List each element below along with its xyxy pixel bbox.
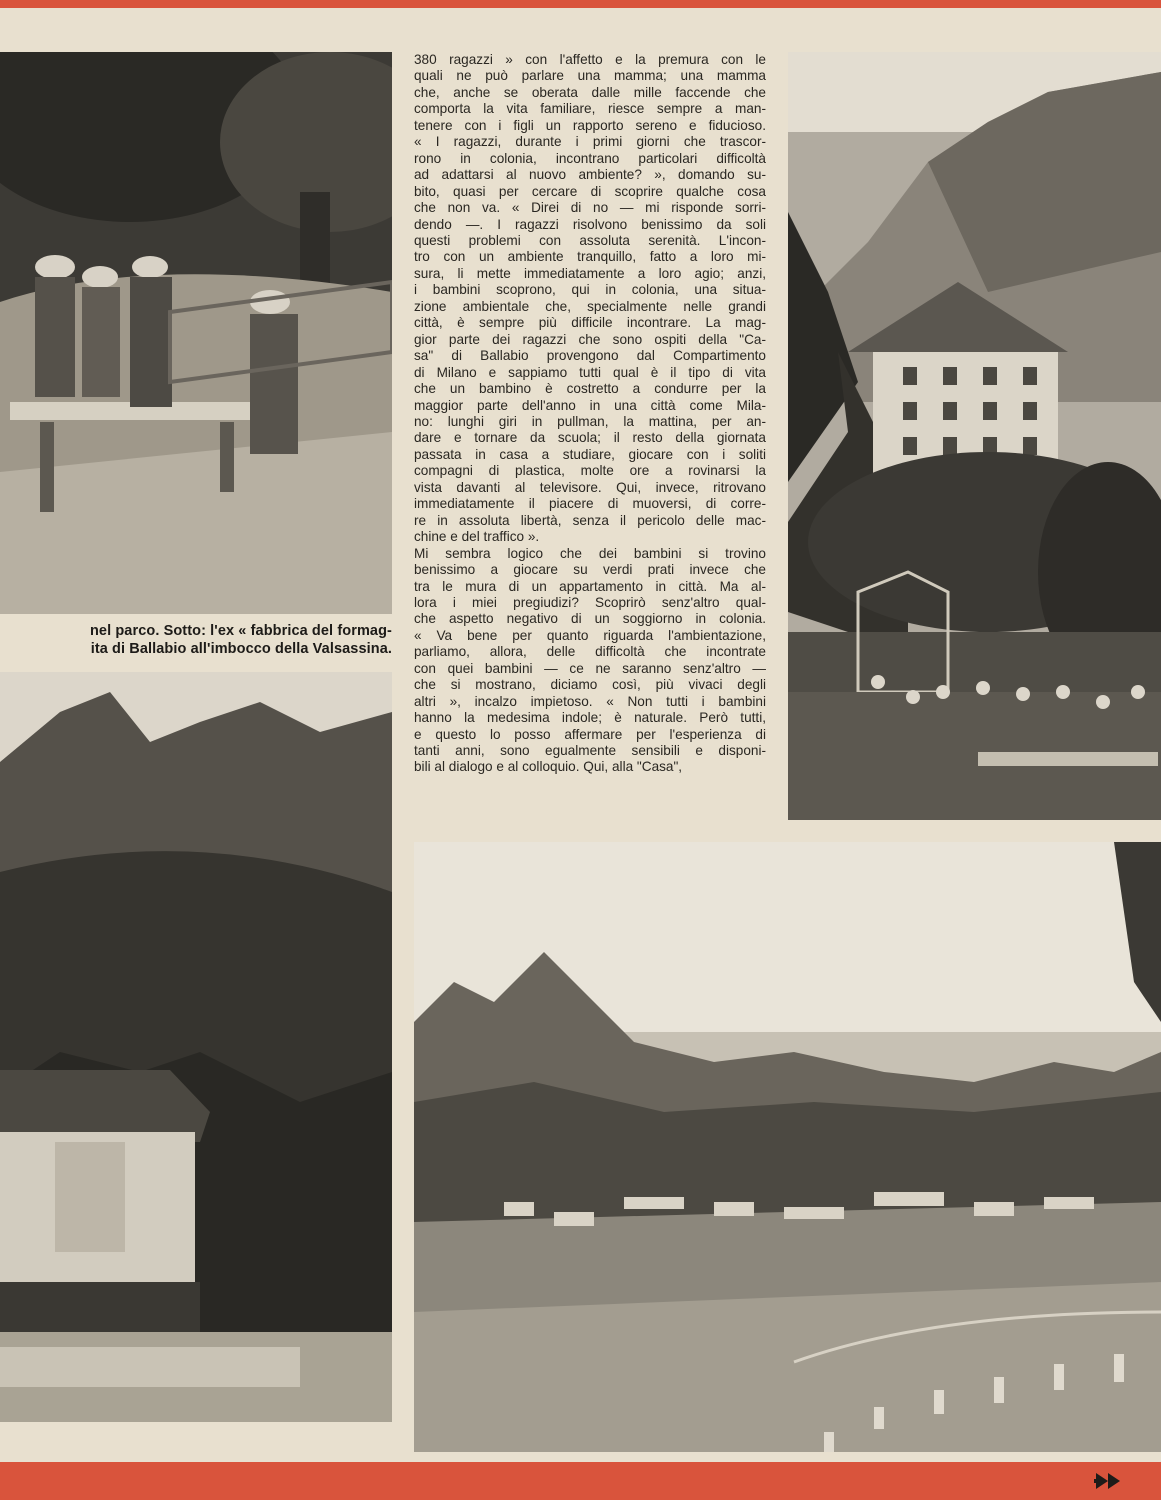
article-line: parliamo, allora, delle difficoltà che incontrate <box>414 644 766 660</box>
article-line: vista davanti al televisore. Qui, invece, ritrovano <box>414 479 766 495</box>
double-chevron-right-icon <box>1094 1470 1134 1492</box>
article-line: maggior parte dell'anno in una città come Mila- <box>414 397 766 413</box>
article-line: re in assoluta libertà, senza il pericolo delle mac- <box>414 512 766 528</box>
article-line: questi problemi con assoluta serenità. L'incon- <box>414 232 766 248</box>
photo-valley-panorama <box>414 842 1161 1452</box>
article-line: tra le mura di un appartamento in città. Ma al- <box>414 578 766 594</box>
article-line: che si mostrano, diciamo così, più vivaci degli <box>414 677 766 693</box>
article-line: no: lunghi giri in pullman, la mattina, per an- <box>414 413 766 429</box>
article-line: benissimo a giocare su verdi prati invece che <box>414 562 766 578</box>
article-line: lora i miei pregiudizi? Scoprirò senz'altro qual- <box>414 594 766 610</box>
article-line: tanti anni, sono egualmente sensibili e disponi- <box>414 743 766 759</box>
article-text <box>414 52 766 776</box>
article-line: sura, li mette immediatamente a loro agio; anzi, <box>414 265 766 281</box>
article-line: con quei bambini — ce ne saranno senz'altro — <box>414 660 766 676</box>
photo-former-factory <box>0 672 392 1422</box>
article-line: tro con un ambiente tranquillo, fatto a loro mi- <box>414 249 766 265</box>
article-line: e questo lo posso affermare per l'esperienza di <box>414 726 766 742</box>
article-line: che aspetto negativo di un soggiorno in colonia. <box>414 611 766 627</box>
article-line: dare e tornare da scuola; il resto della giornata <box>414 430 766 446</box>
article-line: ad adattarsi al nuovo ambiente? », domando su- <box>414 167 766 183</box>
article-line: « I ragazzi, durante i primi giorni che trascor- <box>414 134 766 150</box>
article-line: che un bambino è costretto a condurre per la <box>414 381 766 397</box>
photo-colony-building <box>788 52 1161 820</box>
article-line: altri », incalzo impietoso. « Non tutti i bambini <box>414 693 766 709</box>
article-line: dendo —. I ragazzi risolvono benissimo da soli <box>414 216 766 232</box>
article-line: compagni di plastica, molte ore a rovinarsi la <box>414 463 766 479</box>
article-line: comporta la vita familiare, riesce sempre a man- <box>414 101 766 117</box>
article-line: hanno la medesima indole; è naturale. Però tutti, <box>414 710 766 726</box>
article-line: Mi sembra logico che dei bambini si trovino <box>414 545 766 561</box>
article-line: sa" di Ballabio provengono dal Compartimento <box>414 348 766 364</box>
article-line: tenere con i figli un rapporto sereno e fiducioso. <box>414 117 766 133</box>
article-line: bili al dialogo e al colloquio. Qui, alla "Casa", <box>414 759 683 775</box>
article-line: « Va bene per quanto riguarda l'ambientazione, <box>414 627 766 643</box>
photo-caption <box>0 622 392 658</box>
caption-line: ita di Ballabio all'imbocco della Valsassina. <box>90 641 392 657</box>
article-line: che non va. « Direi di no — mi risponde sorri- <box>414 200 766 216</box>
article-line: chine e del traffico ». <box>414 529 540 545</box>
caption-line: nel parco. Sotto: l'ex « fabbrica del formag- <box>89 623 392 639</box>
article-line: città, è sempre più difficile incontrare. La mag- <box>414 315 766 331</box>
article-line: di Milano e sappiamo tutti qual è il tipo di vita <box>414 364 766 380</box>
article-line: quali ne può parlare una mamma; una mamma <box>414 68 766 84</box>
article-line: i bambini scoprono, qui in colonia, una situa- <box>414 282 766 298</box>
article-line: che, anche se oberata dalle mille faccende che <box>414 84 766 100</box>
article-line: bito, quasi per cercare di scoprire qualche cosa <box>414 183 766 199</box>
article-line: 380 ragazzi » con l'affetto e la premura con le <box>414 52 766 67</box>
article-line: zione ambientale che, specialmente nelle grandi <box>414 298 766 314</box>
article-line: rono in colonia, incontrano particolari difficoltà <box>414 150 766 166</box>
article-line: passata in casa a studiare, giocare con i soliti <box>414 446 766 462</box>
photo-children-park <box>0 52 392 614</box>
article-line: gior parte dei ragazzi che sono ospiti della "Ca- <box>414 331 766 347</box>
article-line: immediatamente il piacere di muoversi, di corre- <box>414 496 766 512</box>
